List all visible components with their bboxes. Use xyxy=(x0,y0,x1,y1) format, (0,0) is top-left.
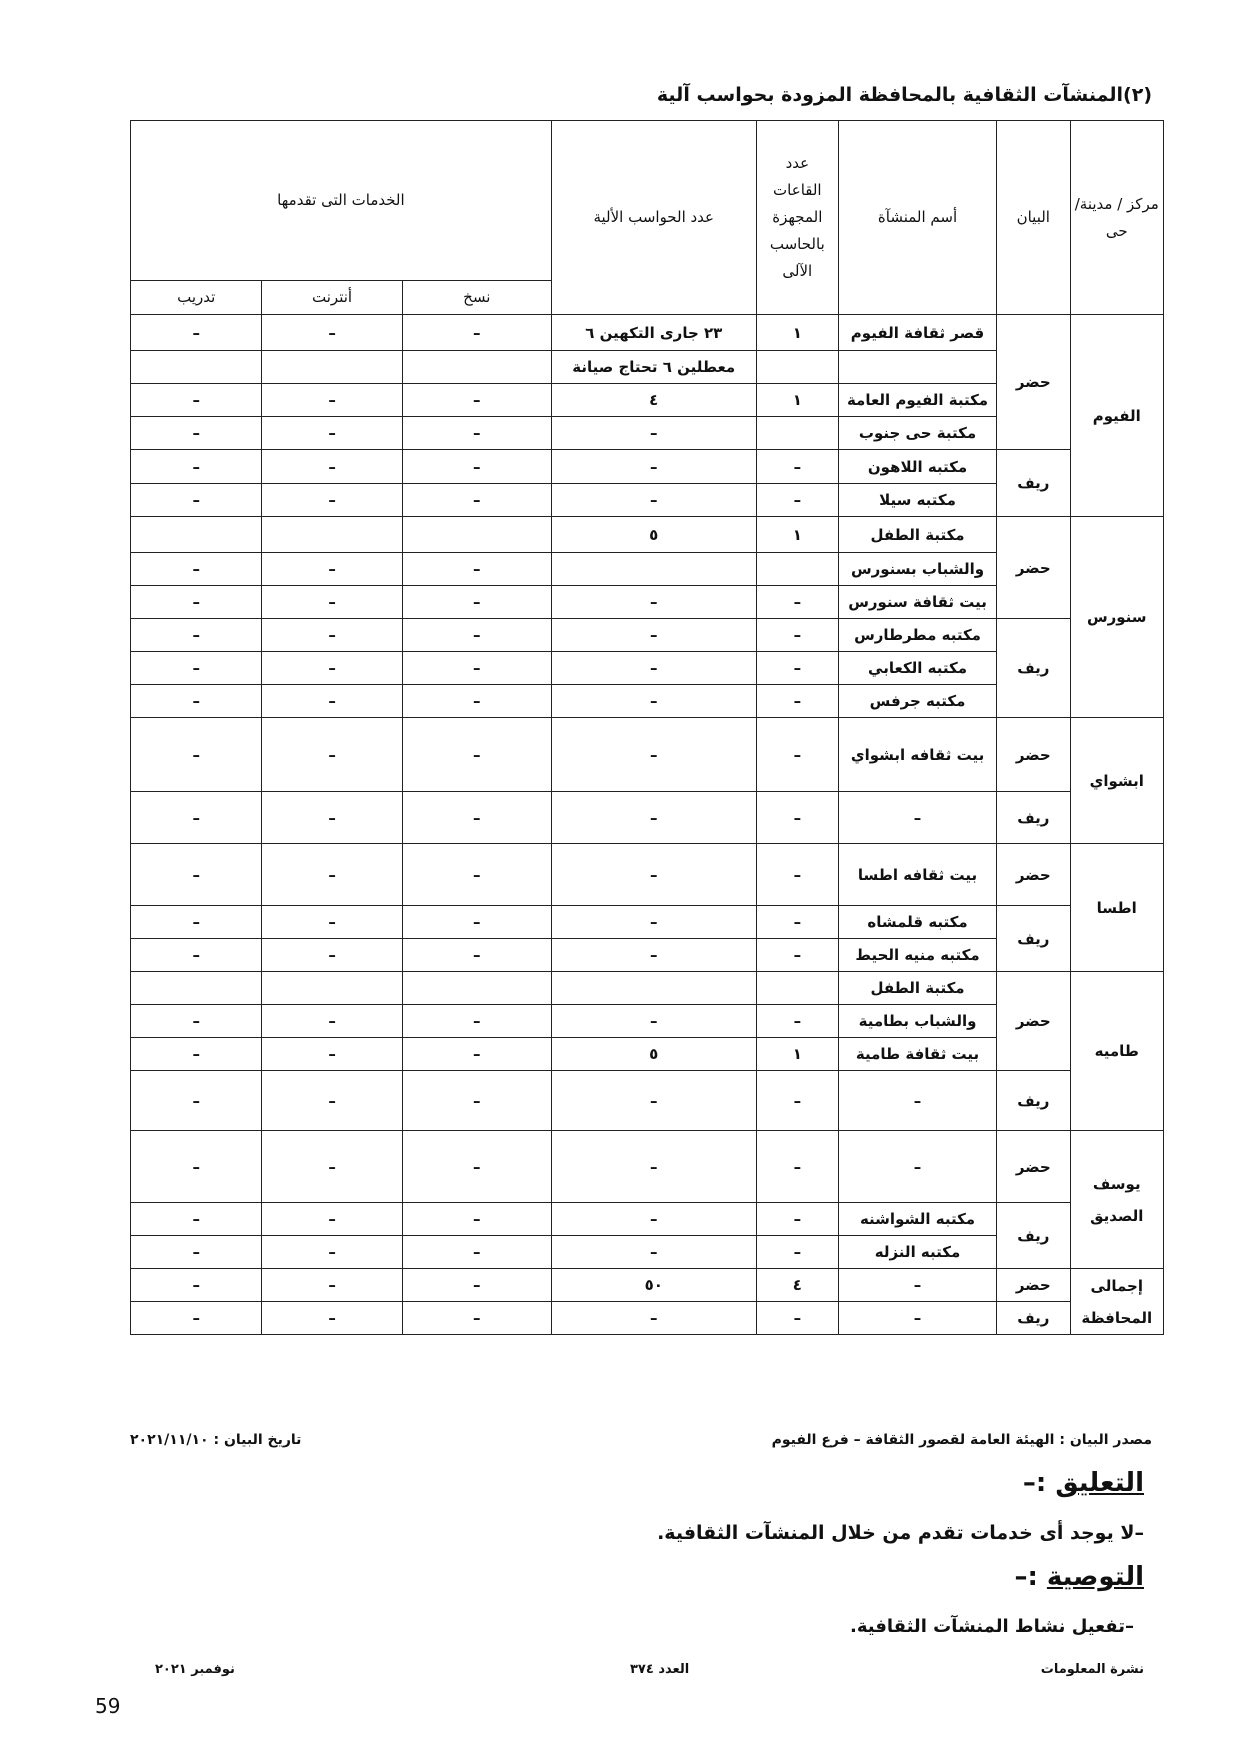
cell-district: ابشواي xyxy=(1070,718,1164,844)
cell-bayan: حضر xyxy=(997,315,1070,450)
cell-internet: – xyxy=(262,1203,402,1236)
cell-training: – xyxy=(131,1203,262,1236)
cell-district: سنورس xyxy=(1070,517,1164,718)
cell-training xyxy=(131,517,262,553)
cell-internet: – xyxy=(262,619,402,652)
header-district: مركز / مدينة/حى xyxy=(1070,121,1164,315)
cell-computers: ٥ xyxy=(551,517,756,553)
cell-training: – xyxy=(131,553,262,586)
cell-computers: – xyxy=(551,1005,756,1038)
cell-facility: – xyxy=(839,1071,997,1131)
cell-district: إجمالى المحافظة xyxy=(1070,1269,1164,1335)
table-row xyxy=(131,1302,1164,1335)
cell-internet: – xyxy=(262,553,402,586)
cell-computers: – xyxy=(551,685,756,718)
cell-copy: – xyxy=(402,1038,551,1071)
cell-facility: مكتبة حى جنوب xyxy=(839,417,997,450)
cell-internet: – xyxy=(262,1131,402,1203)
cell-training: – xyxy=(131,586,262,619)
cell-computers: ٥٠ xyxy=(551,1269,756,1302)
cell-training xyxy=(131,351,262,384)
cell-computers: – xyxy=(551,484,756,517)
cell-halls: – xyxy=(756,586,838,619)
cell-computers: – xyxy=(551,652,756,685)
cell-bayan: ريف xyxy=(997,1071,1070,1131)
cell-halls: – xyxy=(756,844,838,906)
cell-training: – xyxy=(131,450,262,484)
footer-issue: العدد ٣٧٤ xyxy=(630,1662,690,1677)
cell-bayan: حضر xyxy=(997,844,1070,906)
cell-district: يوسف الصديق xyxy=(1070,1131,1164,1269)
comment-heading-text: التعليق xyxy=(1055,1468,1144,1498)
cell-copy: – xyxy=(402,553,551,586)
cell-computers: – xyxy=(551,718,756,792)
header-training: تدريب xyxy=(131,281,262,315)
cell-halls xyxy=(756,972,838,1005)
cell-halls: – xyxy=(756,1236,838,1269)
table-row xyxy=(131,1269,1164,1302)
cell-internet: – xyxy=(262,718,402,792)
header-computers: عدد الحواسب الألية xyxy=(551,121,756,315)
cell-bayan: ريف xyxy=(997,450,1070,517)
cell-training: – xyxy=(131,1302,262,1335)
cell-halls: – xyxy=(756,450,838,484)
cell-halls xyxy=(756,553,838,586)
table-row xyxy=(131,972,1164,1005)
cell-facility: والشباب بطامية xyxy=(839,1005,997,1038)
cell-internet: – xyxy=(262,1236,402,1269)
cell-facility: مكتبه منيه الحيط xyxy=(839,939,997,972)
cell-copy: – xyxy=(402,1302,551,1335)
cell-copy: – xyxy=(402,906,551,939)
header-facility: أسم المنشآة xyxy=(839,121,997,315)
cell-bayan: ريف xyxy=(997,619,1070,718)
cell-halls: – xyxy=(756,906,838,939)
cell-copy: – xyxy=(402,1005,551,1038)
cell-facility: مكتبه الكعابي xyxy=(839,652,997,685)
cell-internet xyxy=(262,351,402,384)
cell-internet: – xyxy=(262,586,402,619)
cell-district: اطسا xyxy=(1070,844,1164,972)
cell-computers: – xyxy=(551,906,756,939)
cell-facility: بيت ثقافه اطسا xyxy=(839,844,997,906)
table-title: (٢)المنشآت الثقافية بالمحافظة المزودة بحواسب آلية xyxy=(656,84,1152,106)
table-row xyxy=(131,1131,1164,1203)
cell-copy: – xyxy=(402,1203,551,1236)
cell-internet: – xyxy=(262,844,402,906)
cell-copy: – xyxy=(402,417,551,450)
cell-copy: – xyxy=(402,685,551,718)
cell-copy: – xyxy=(402,484,551,517)
cell-training: – xyxy=(131,1236,262,1269)
cell-facility xyxy=(839,351,997,384)
cell-training: – xyxy=(131,1071,262,1131)
cell-computers: – xyxy=(551,939,756,972)
cell-bayan: حضر xyxy=(997,972,1070,1071)
cell-training: – xyxy=(131,718,262,792)
cell-training: – xyxy=(131,417,262,450)
table-row xyxy=(131,1071,1164,1131)
table-row xyxy=(131,619,1164,652)
cell-internet: – xyxy=(262,685,402,718)
cell-facility: مكتبة الطفل xyxy=(839,972,997,1005)
cell-computers: ٤ xyxy=(551,384,756,417)
cell-copy xyxy=(402,517,551,553)
cell-computers: – xyxy=(551,1236,756,1269)
cell-copy xyxy=(402,972,551,1005)
cell-training: – xyxy=(131,315,262,351)
cell-internet: – xyxy=(262,1005,402,1038)
cell-halls: – xyxy=(756,1071,838,1131)
recommendation-heading xyxy=(1014,1562,1144,1592)
cell-halls xyxy=(756,417,838,450)
cell-computers: معطلين ٦ تحتاج صيانة xyxy=(551,351,756,384)
cell-training: – xyxy=(131,685,262,718)
cell-bayan: حضر xyxy=(997,718,1070,792)
table-row xyxy=(131,792,1164,844)
cell-internet: – xyxy=(262,792,402,844)
comment-heading xyxy=(1023,1468,1144,1498)
cell-training: – xyxy=(131,619,262,652)
cell-bayan: ريف xyxy=(997,906,1070,972)
cell-facility: مكتبة الفيوم العامة xyxy=(839,384,997,417)
cell-copy: – xyxy=(402,384,551,417)
cell-computers: – xyxy=(551,1131,756,1203)
cell-computers: – xyxy=(551,586,756,619)
cell-computers xyxy=(551,553,756,586)
cell-training: – xyxy=(131,844,262,906)
cell-facility: قصر ثقافة الفيوم xyxy=(839,315,997,351)
cell-bayan: ريف xyxy=(997,1203,1070,1269)
cell-facility: – xyxy=(839,1269,997,1302)
cell-bayan: حضر xyxy=(997,517,1070,619)
cell-training: – xyxy=(131,1131,262,1203)
cell-bayan: ريف xyxy=(997,792,1070,844)
recommendation-text: –تفعيل نشاط المنشآت الثقافية. xyxy=(849,1616,1134,1637)
table-row xyxy=(131,844,1164,906)
table-row xyxy=(131,1203,1164,1236)
cell-copy: – xyxy=(402,718,551,792)
cell-internet: – xyxy=(262,652,402,685)
cell-internet: – xyxy=(262,315,402,351)
cell-halls: ١ xyxy=(756,517,838,553)
cell-bayan: حضر xyxy=(997,1269,1070,1302)
cell-training: – xyxy=(131,1269,262,1302)
cell-computers: – xyxy=(551,417,756,450)
table-row xyxy=(131,718,1164,792)
cell-training: – xyxy=(131,906,262,939)
cell-training: – xyxy=(131,384,262,417)
cell-copy: – xyxy=(402,792,551,844)
cell-facility: مكتبه النزله xyxy=(839,1236,997,1269)
cell-internet: – xyxy=(262,1302,402,1335)
footer-month: نوفمبر ٢٠٢١ xyxy=(155,1662,235,1677)
cell-copy: – xyxy=(402,315,551,351)
cell-copy xyxy=(402,351,551,384)
cell-computers: – xyxy=(551,450,756,484)
cell-facility: مكتبه سيلا xyxy=(839,484,997,517)
cell-internet: – xyxy=(262,906,402,939)
data-source: مصدر البيان : الهيئة العامة لقصور الثقافة – فرع الفيوم xyxy=(771,1432,1152,1448)
cell-facility: مكتبه اللاهون xyxy=(839,450,997,484)
cell-internet: – xyxy=(262,417,402,450)
cell-internet: – xyxy=(262,1071,402,1131)
cell-training xyxy=(131,972,262,1005)
cell-halls: – xyxy=(756,1203,838,1236)
table-row xyxy=(131,315,1164,351)
table-row xyxy=(131,450,1164,484)
cell-training: – xyxy=(131,939,262,972)
cell-internet: – xyxy=(262,384,402,417)
cell-internet xyxy=(262,517,402,553)
cell-halls: – xyxy=(756,939,838,972)
cell-training: – xyxy=(131,1005,262,1038)
cell-halls xyxy=(756,351,838,384)
cell-copy: – xyxy=(402,939,551,972)
cell-halls: – xyxy=(756,652,838,685)
cell-facility: مكتبه قلمشاه xyxy=(839,906,997,939)
cell-copy: – xyxy=(402,1131,551,1203)
header-copy: نسخ xyxy=(402,281,551,315)
cell-copy: – xyxy=(402,619,551,652)
cell-copy: – xyxy=(402,586,551,619)
cell-district: الفيوم xyxy=(1070,315,1164,517)
cell-halls: ٤ xyxy=(756,1269,838,1302)
cell-facility: بيت ثقافة طامية xyxy=(839,1038,997,1071)
header-services: الخدمات التى تقدمها xyxy=(131,121,552,281)
cell-training: – xyxy=(131,792,262,844)
data-date: تاريخ البيان : ٢٠٢١/١١/١٠ xyxy=(130,1432,302,1448)
facilities-table xyxy=(130,120,1164,1335)
comment-heading-suffix: :– xyxy=(1022,1468,1056,1498)
cell-training: – xyxy=(131,1038,262,1071)
cell-computers: – xyxy=(551,619,756,652)
cell-internet: – xyxy=(262,1269,402,1302)
table-row xyxy=(131,517,1164,553)
cell-halls: – xyxy=(756,1131,838,1203)
cell-computers: – xyxy=(551,792,756,844)
cell-halls: ١ xyxy=(756,315,838,351)
page-number: 59 xyxy=(95,1694,121,1718)
header-halls: عدد القاعات المجهزة بالحاسب الآلى xyxy=(756,121,838,315)
cell-facility: مكتبه جرفس xyxy=(839,685,997,718)
comment-text: –لا يوجد أى خدمات تقدم من خلال المنشآت الثقافية. xyxy=(657,1522,1144,1544)
cell-internet xyxy=(262,972,402,1005)
cell-computers: – xyxy=(551,1203,756,1236)
cell-computers xyxy=(551,972,756,1005)
cell-computers: – xyxy=(551,1071,756,1131)
cell-halls: ١ xyxy=(756,384,838,417)
cell-copy: – xyxy=(402,450,551,484)
cell-facility: مكتبه مطرطارس xyxy=(839,619,997,652)
cell-computers: ٥ xyxy=(551,1038,756,1071)
table-row xyxy=(131,906,1164,939)
header-internet: أنترنت xyxy=(262,281,402,315)
cell-bayan: ريف xyxy=(997,1302,1070,1335)
cell-copy: – xyxy=(402,1071,551,1131)
recommendation-heading-text: التوصية xyxy=(1046,1562,1144,1592)
cell-district: طاميه xyxy=(1070,972,1164,1131)
cell-halls: – xyxy=(756,685,838,718)
cell-facility: بيت ثقافه ابشواي xyxy=(839,718,997,792)
cell-facility: مكتبه الشواشنه xyxy=(839,1203,997,1236)
cell-facility: بيت ثقافة سنورس xyxy=(839,586,997,619)
recommendation-heading-suffix: :– xyxy=(1014,1562,1047,1592)
cell-computers: – xyxy=(551,844,756,906)
cell-training: – xyxy=(131,484,262,517)
header-bayan: البيان xyxy=(997,121,1070,315)
cell-copy: – xyxy=(402,844,551,906)
cell-halls: – xyxy=(756,484,838,517)
cell-halls: – xyxy=(756,619,838,652)
cell-computers: ٢٣ جارى التكهين ٦ xyxy=(551,315,756,351)
cell-facility: والشباب بسنورس xyxy=(839,553,997,586)
cell-copy: – xyxy=(402,652,551,685)
cell-facility: مكتبة الطفل xyxy=(839,517,997,553)
cell-halls: ١ xyxy=(756,1038,838,1071)
cell-copy: – xyxy=(402,1236,551,1269)
cell-facility: – xyxy=(839,1302,997,1335)
cell-facility: – xyxy=(839,1131,997,1203)
cell-halls: – xyxy=(756,1302,838,1335)
cell-bayan: حضر xyxy=(997,1131,1070,1203)
cell-halls: – xyxy=(756,1005,838,1038)
cell-internet: – xyxy=(262,484,402,517)
cell-halls: – xyxy=(756,718,838,792)
cell-internet: – xyxy=(262,1038,402,1071)
cell-computers: – xyxy=(551,1302,756,1335)
cell-halls: – xyxy=(756,792,838,844)
cell-facility: – xyxy=(839,792,997,844)
cell-internet: – xyxy=(262,939,402,972)
cell-internet: – xyxy=(262,450,402,484)
cell-copy: – xyxy=(402,1269,551,1302)
cell-training: – xyxy=(131,652,262,685)
footer-publication: نشرة المعلومات xyxy=(1040,1662,1144,1677)
